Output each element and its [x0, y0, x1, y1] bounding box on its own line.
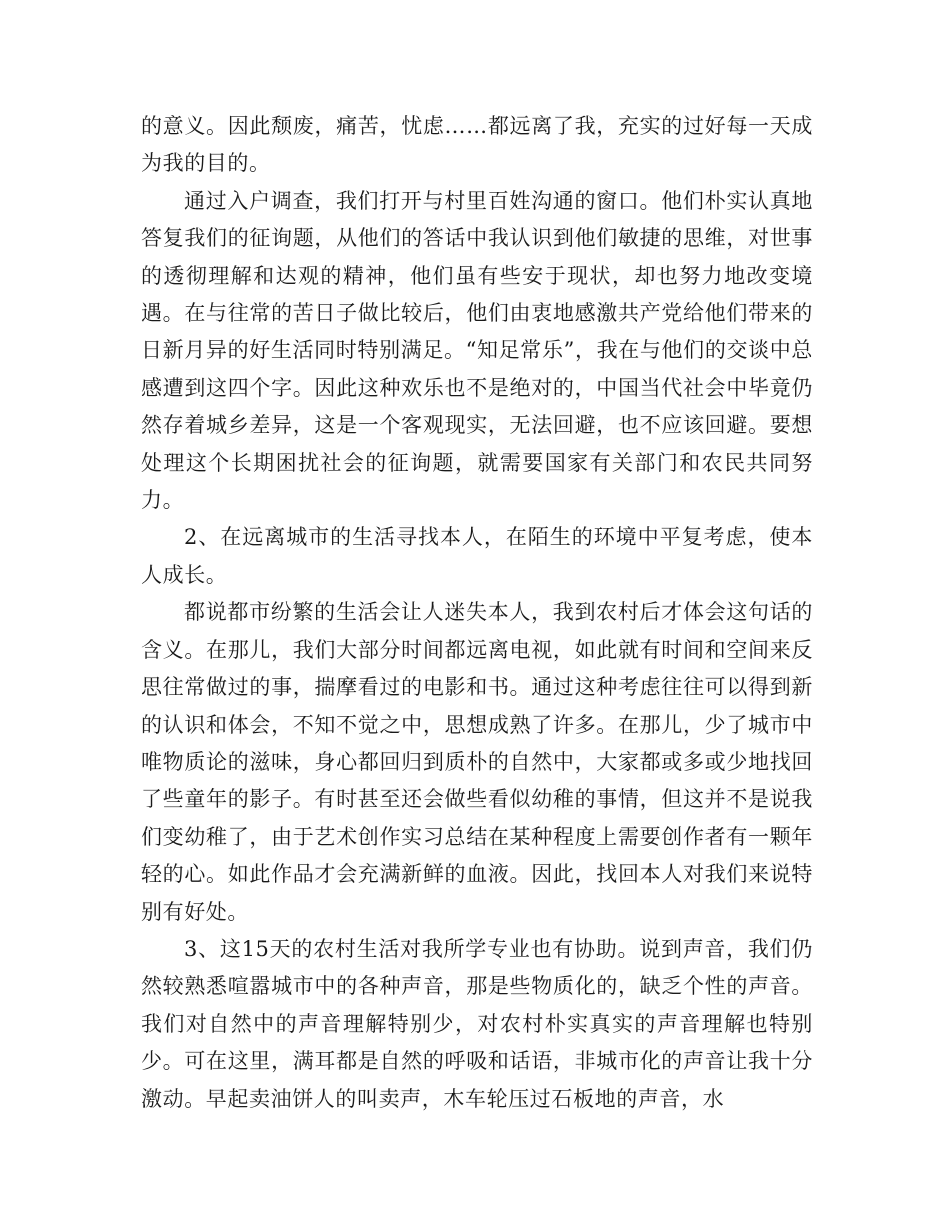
- document-body: [141, 108, 813, 1118]
- paragraph-survey: 通过入户调查，我们打开与村里百姓沟通的窗口。他们朴实认真地答复我们的征询题，从他们的答话中我认识到他们敏捷的思维，对世事的透彻理解和达观的精神，他们虽有些安于现状，却也努力地改变境遇。在与往常的苦日子做比较后，他们由衷地感激共产党给他们带来的日新月异的好生活同时特别满足。“知足常乐”，我在与他们的交谈中总感遭到这四个字。因此这种欢乐也不是绝对的，中国当代社会中毕竟仍然存着城乡差异，这是一个客观现实，无法回避，也不应该回避。要想处理这个长期困扰社会的征询题，就需要国家有关部门和农民共同努力。: [141, 188, 813, 513]
- paragraph-point-2-heading: 2、在远离城市的生活寻找本人，在陌生的环境中平复考虑，使本人成长。: [141, 525, 813, 587]
- paragraph-point-3: 3、这15天的农村生活对我所学专业也有协助。说到声音，我们仍然较熟悉喧嚣城市中的各种声音，那是些物质化的，缺乏个性的声音。我们对自然中的声音理解特别少，对农村朴实真实的声音理解也特别少。可在这里，满耳都是自然的呼吸和话语，非城市化的声音让我十分激动。早起卖油饼人的叫卖声，木车轮压过石板地的声音，水: [141, 936, 813, 1111]
- paragraph-self-discovery: 都说都市纷繁的生活会让人迷失本人，我到农村后才体会这句话的含义。在那儿，我们大部分时间都远离电视，如此就有时间和空间来反思往常做过的事，揣摩看过的电影和书。通过这种考虑往往可以得到新的认识和体会，不知不觉之中，思想成熟了许多。在那儿，少了城市中唯物质论的滋味，身心都回归到质朴的自然中，大家都或多或少地找回了些童年的影子。有时甚至还会做些看似幼稚的事情，但这并不是说我们变幼稚了，由于艺术创作实习总结在某种程度上需要创作者有一颗年轻的心。如此作品才会充满新鲜的血液。因此，找回本人对我们来说特别有好处。: [141, 600, 813, 924]
- paragraph-continuation: 的意义。因此颓废，痛苦，忧虑……都远离了我，充实的过好每一天成为我的目的。: [141, 114, 813, 176]
